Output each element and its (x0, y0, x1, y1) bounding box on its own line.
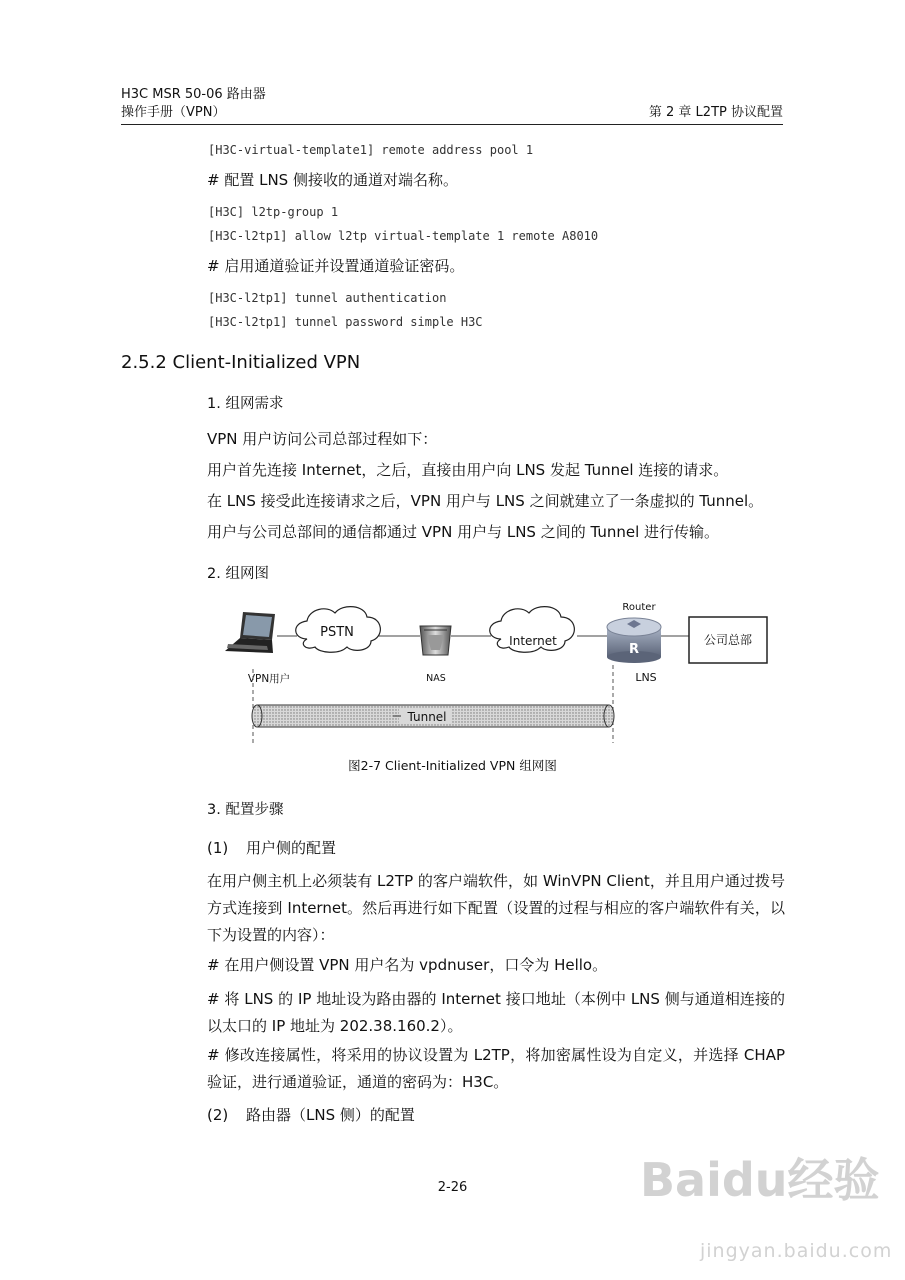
header-manual: 操作手册（VPN） (121, 105, 226, 120)
nas-label: NAS (426, 673, 446, 684)
code-line: [H3C] l2tp-group 1 (208, 205, 339, 219)
step1-item: # 修改连接属性，将采用的协议设置为 L2TP，将加密属性设为自定义，并选择 CHAP 验证，进行通道验证，通道的密码为：H3C。 (207, 1046, 785, 1091)
step1-paragraph: 在用户侧主机上必须装有 L2TP 的客户端软件，如 WinVPN Client，并且用户通过拨号方式连接到 Internet。然后再进行如下配置（设置的过程与相应的客户端软件有关，以下为设置的内容）： (207, 872, 785, 944)
step-number: (1) (207, 839, 229, 857)
subsection-title: 3. 配置步骤 (207, 802, 284, 818)
code-line: [H3C-virtual-template1] remote address pool 1 (208, 143, 534, 157)
header-chapter: 第 2 章 L2TP 协议配置 (648, 105, 783, 120)
step-number: (2) (207, 1106, 229, 1124)
header-product: H3C MSR 50-06 路由器 (121, 87, 266, 102)
subsection-title: 2. 组网图 (207, 566, 269, 582)
header-divider (121, 124, 783, 125)
requirement-line: 用户与公司总部间的通信都通过 VPN 用户与 LNS 之间的 Tunnel 进行传输。 (207, 523, 720, 541)
headquarters-label: 公司总部 (703, 633, 753, 647)
network-diagram (215, 595, 780, 750)
nas-device-icon (420, 626, 451, 655)
step-title: 用户侧的配置 (246, 839, 337, 857)
page-number: 2-26 (437, 1180, 468, 1195)
watermark-url: jingyan.baidu.com (700, 1240, 893, 1262)
vpn-user-label: VPN用户 (247, 673, 291, 685)
internet-label: Internet (509, 634, 557, 648)
laptop-icon (225, 612, 275, 653)
lns-label: LNS (635, 671, 657, 684)
figure-caption: 图2-7 Client-Initialized VPN 组网图 (348, 758, 557, 773)
code-line: [H3C-l2tp1] tunnel authentication (208, 291, 447, 305)
watermark-brand: Baidu经验 (640, 1153, 880, 1207)
router-glyph: R (628, 642, 640, 657)
step-title: 路由器（LNS 侧）的配置 (246, 1106, 415, 1124)
section-title: 2.5.2 Client-Initialized VPN (121, 352, 361, 373)
code-line: [H3C-l2tp1] allow l2tp virtual-template 1 remote A8010 (208, 229, 599, 243)
step1-item: # 将 LNS 的 IP 地址设为路由器的 Internet 接口地址（本例中 LNS 侧与通道相连接的以太口的 IP 地址为 202.38.160.2）。 (207, 990, 785, 1035)
tunnel-label: Tunnel (407, 710, 447, 724)
comment-line: # 配置 LNS 侧接收的通道对端名称。 (207, 171, 458, 189)
subsection-title: 1. 组网需求 (207, 396, 284, 412)
step1-item: # 在用户侧设置 VPN 用户名为 vpdnuser，口令为 Hello。 (207, 956, 608, 974)
code-line: [H3C-l2tp1] tunnel password simple H3C (208, 315, 483, 329)
router-label: Router (622, 602, 656, 613)
requirement-line: VPN 用户访问公司总部过程如下： (207, 430, 438, 448)
requirement-line: 在 LNS 接受此连接请求之后，VPN 用户与 LNS 之间就建立了一条虚拟的 Tunnel。 (207, 492, 764, 510)
comment-line: # 启用通道验证并设置通道验证密码。 (207, 257, 465, 275)
pstn-label: PSTN (320, 625, 354, 640)
requirement-line: 用户首先连接 Internet，之后，直接由用户向 LNS 发起 Tunnel 连接的请求。 (207, 461, 729, 479)
